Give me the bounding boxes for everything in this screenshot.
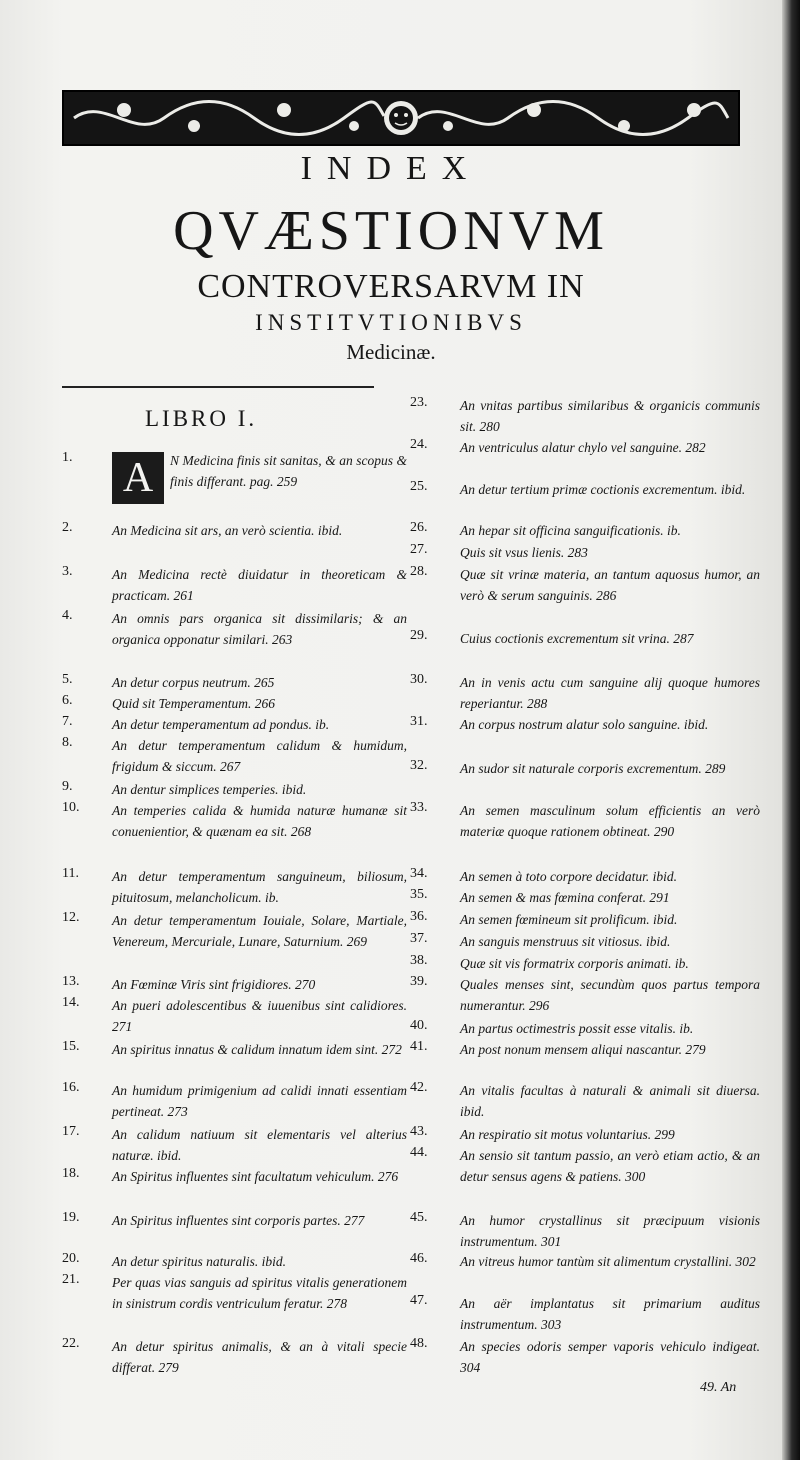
entry-number: 34. <box>410 866 428 881</box>
entry-text: Quæ sit vis formatrix corporis animati. ib. <box>460 956 689 971</box>
entry-text: An omnis pars organica sit dissimilaris; & an organica opponatur similari. 263 <box>112 611 407 647</box>
entry-number: 22. <box>62 1336 80 1351</box>
entry-text: An detur temperamentum sanguineum, biliosum, pituitosum, melancholicum. ib. <box>112 869 407 905</box>
entry-number: 42. <box>410 1080 428 1095</box>
entry-text: An detur corpus neutrum. 265 <box>112 675 275 690</box>
entry-number: 13. <box>62 974 80 989</box>
page-edge-shadow <box>782 0 800 1460</box>
entry-number: 15. <box>62 1039 80 1054</box>
entry-text: An detur temperamentum calidum & humidum, frigidum & siccum. 267 <box>112 738 407 774</box>
entry-text: An semen masculinum solum efficientis an verò materiæ quoque rationem obtineat. 290 <box>460 803 760 839</box>
entry-number: 9. <box>62 779 73 794</box>
woodcut-headpiece <box>62 90 740 146</box>
entry-number: 23. <box>410 395 428 410</box>
entry-text: An post nonum mensem aliqui nascantur. 279 <box>460 1042 706 1057</box>
entry-text: An detur spiritus animalis, & an à vitali specie differat. 279 <box>112 1339 407 1375</box>
entry-number: 32. <box>410 758 428 773</box>
entry-number: 20. <box>62 1251 80 1266</box>
entry-text: An hepar sit officina sanguificationis. ib. <box>460 523 681 538</box>
entry-text: An semen & mas fœmina conferat. 291 <box>460 890 670 905</box>
entry-number: 38. <box>410 953 428 968</box>
entry-text: An ventriculus alatur chylo vel sanguine. 282 <box>460 440 706 455</box>
entry-text: Per quas vias sanguis ad spiritus vitalis generationem in sinistrum cordis ventriculum feratur. 278 <box>112 1275 407 1311</box>
entry-number: 3. <box>62 564 73 579</box>
entry-number: 14. <box>62 995 80 1010</box>
entry-text: Cuius coctionis excrementum sit vrina. 287 <box>460 631 694 646</box>
catchword: 49. An <box>700 1380 737 1395</box>
entry-text: An vitalis facultas à naturali & animali sit diuersa. ibid. <box>460 1083 760 1119</box>
entry-text: An temperies calida & humida naturæ humanæ sit conuenientior, & quænam ea sit. 268 <box>112 803 407 839</box>
entry-number: 41. <box>410 1039 428 1054</box>
entry-number: 39. <box>410 974 428 989</box>
entry-text: An detur temperamentum ad pondus. ib. <box>112 717 330 732</box>
entry-text: An Medicina rectè diuidatur in theoreticam & practicam. 261 <box>112 567 407 603</box>
entry-number: 12. <box>62 910 80 925</box>
entry-text: N Medicina finis sit sanitas, & an scopus & finis differant. pag. 259 <box>170 453 407 489</box>
entry-text: Quid sit Temperamentum. 266 <box>112 696 276 711</box>
entry-number: 6. <box>62 693 73 708</box>
entry-number: 31. <box>410 714 428 729</box>
entry-number: 5. <box>62 672 73 687</box>
entry-number: 17. <box>62 1124 80 1139</box>
entry-text: An spiritus innatus & calidum innatum idem sint. 272 <box>112 1042 402 1057</box>
title-index: INDEX <box>300 150 482 187</box>
entry-text: Quæ sit vrinæ materia, an tantum aquosus humor, an verò & serum sanguinis. 286 <box>460 567 760 603</box>
entry-text: An calidum natiuum sit elementaris vel alterius naturæ. ibid. <box>112 1127 407 1163</box>
entry-text: An partus octimestris possit esse vitalis. ib. <box>460 1021 694 1036</box>
entry-number: 27. <box>410 542 428 557</box>
entry-number: 44. <box>410 1145 428 1160</box>
entry-number: 45. <box>410 1210 428 1225</box>
entry-number: 18. <box>62 1166 80 1181</box>
entry-number: 35. <box>410 887 428 902</box>
entry-number: 47. <box>410 1293 428 1308</box>
entry-number: 7. <box>62 714 73 729</box>
entry-text: An humor crystallinus sit præcipuum visionis instrumentum. 301 <box>460 1213 760 1249</box>
entry-text: An pueri adolescentibus & iuuenibus sint calidiores. 271 <box>112 998 407 1034</box>
entry-number: 33. <box>410 800 428 815</box>
entry-number: 2. <box>62 520 73 535</box>
entry-number: 21. <box>62 1272 80 1287</box>
entry-text: An semen fœmineum sit prolificum. ibid. <box>460 912 678 927</box>
section-rule <box>62 386 374 388</box>
entry-text: An sanguis menstruus sit vitiosus. ibid. <box>460 934 671 949</box>
entry-number: 24. <box>410 437 428 452</box>
entry-number: 29. <box>410 628 428 643</box>
entry-text: An detur spiritus naturalis. ibid. <box>112 1254 287 1269</box>
entry-text: Quales menses sint, secundùm quos partus tempora numerantur. 296 <box>460 977 760 1013</box>
entry-text: An Medicina sit ars, an verò scientia. ibid. <box>112 523 343 538</box>
entry-number: 48. <box>410 1336 428 1351</box>
title-institutionibus: INSTITVTIONIBVS <box>255 310 527 335</box>
entry-text: An semen à toto corpore decidatur. ibid. <box>460 869 677 884</box>
title-medicinae: Medicinæ. <box>346 340 436 364</box>
entry-text: An vitreus humor tantùm sit alimentum crystallini. 302 <box>460 1254 756 1269</box>
entry-text: An dentur simplices temperies. ibid. <box>112 782 307 797</box>
entry-number: 1. <box>62 450 73 465</box>
entry-number: 16. <box>62 1080 80 1095</box>
entry-number: 10. <box>62 800 80 815</box>
entry-number: 25. <box>410 479 428 494</box>
entry-text: An sudor sit naturale corporis excrementum. 289 <box>460 761 726 776</box>
entry-number: 43. <box>410 1124 428 1139</box>
decorated-initial: A <box>112 452 164 504</box>
entry-number: 26. <box>410 520 428 535</box>
entry-number: 30. <box>410 672 428 687</box>
entry-text: An respiratio sit motus voluntarius. 299 <box>460 1127 675 1142</box>
entry-number: 46. <box>410 1251 428 1266</box>
entry-number: 19. <box>62 1210 80 1225</box>
title-quaestionum: QVÆSTIONVM <box>173 200 609 262</box>
section-heading: LIBRO I. <box>145 406 258 431</box>
entry-text: An detur temperamentum Iouiale, Solare, Martiale, Venereum, Mercuriale, Lunare, Saturnium. 269 <box>112 913 407 949</box>
entry-number: 28. <box>410 564 428 579</box>
entry-number: 40. <box>410 1018 428 1033</box>
entry-text: An in venis actu cum sanguine alij quoque humores reperiantur. 288 <box>460 675 760 711</box>
entry-text: An species odoris semper vaporis vehiculo indigeat. 304 <box>460 1339 760 1375</box>
entry-text: An aër implantatus sit primarium auditus instrumentum. 303 <box>460 1296 760 1332</box>
entry-text: An corpus nostrum alatur solo sanguine. ibid. <box>460 717 709 732</box>
entry-number: 36. <box>410 909 428 924</box>
entry-text: Quis sit vsus lienis. 283 <box>460 545 588 560</box>
entry-text: An Fœminæ Viris sint frigidiores. 270 <box>112 977 316 992</box>
entry-text: An humidum primigenium ad calidi innati essentiam pertineat. 273 <box>112 1083 407 1119</box>
title-controversarum: CONTROVERSARVM IN <box>197 268 585 305</box>
entry-text: An vnitas partibus similaribus & organicis communis sit. 280 <box>460 398 760 434</box>
entry-text: An detur tertium primæ coctionis excrementum. ibid. <box>460 482 746 497</box>
entry-text: An sensio sit tantum passio, an verò etiam actio, & an detur sensus agens & patiens. 300 <box>460 1148 760 1184</box>
entry-number: 4. <box>62 608 73 623</box>
entry-number: 37. <box>410 931 428 946</box>
entry-number: 8. <box>62 735 73 750</box>
entry-number: 11. <box>62 866 79 881</box>
entry-text: An Spiritus influentes sint corporis partes. 277 <box>112 1213 365 1228</box>
entry-text: An Spiritus influentes sint facultatum vehiculum. 276 <box>112 1169 399 1184</box>
